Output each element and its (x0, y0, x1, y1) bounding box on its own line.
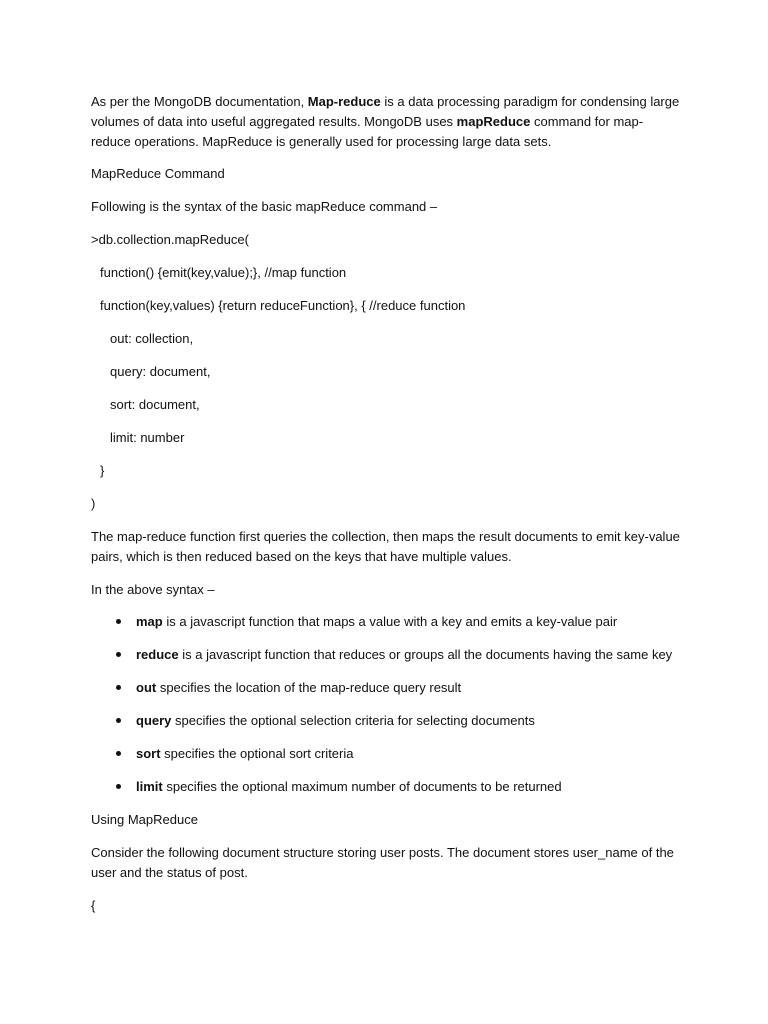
bullet-dot-icon (116, 619, 121, 624)
bullet-term: out (136, 680, 157, 695)
bullet-item-limit (136, 777, 562, 797)
bullet-text: is a javascript function that reduces or groups all the documents having the same key (178, 647, 673, 662)
bullet-text: specifies the optional selection criteria for selecting documents (171, 713, 535, 728)
code-line-6: sort: document, (110, 397, 200, 412)
code-line-7: limit: number (110, 430, 185, 445)
code-line-5: query: document, (110, 364, 211, 379)
heading-using-mapreduce: Using MapReduce (91, 812, 198, 827)
syntax-intro: Following is the syntax of the basic mapReduce command – (91, 199, 438, 214)
intro-term-map-reduce: Map-reduce (307, 94, 381, 109)
bullet-item-map (136, 612, 617, 632)
bullet-text: specifies the location of the map-reduce query result (156, 680, 462, 695)
bullet-item-sort (136, 744, 354, 764)
bullet-dot-icon (116, 652, 121, 657)
code-line-8: } (100, 463, 105, 478)
bullet-item-reduce (136, 645, 672, 665)
bullet-dot-icon (116, 751, 121, 756)
heading-mapreduce-command: MapReduce Command (91, 166, 225, 181)
above-syntax-label: In the above syntax – (91, 582, 215, 597)
consider-paragraph: Consider the following document structure storing user posts. The document stores user_name of the user and the status of post. (91, 845, 674, 880)
bullet-item-query (136, 711, 535, 731)
code-line-9: ) (91, 496, 96, 511)
bullet-text: specifies the optional maximum number of documents to be returned (162, 779, 562, 794)
intro-paragraph (91, 92, 681, 152)
intro-text-3: command for map-reduce operations. MapReduce is generally used for processing large data sets. (91, 114, 644, 149)
bullet-term: map (136, 614, 163, 629)
code-line-1: >db.collection.mapReduce( (91, 232, 249, 247)
code-line-3: function(key,values) {return reduceFunction}, { //reduce function (100, 298, 466, 313)
code-open-brace: { (91, 898, 96, 913)
description-paragraph: The map-reduce function first queries the collection, then maps the result documents to emit key-value pairs, which is then reduced based on the keys that have multiple values. (91, 529, 680, 564)
bullet-term: query (136, 713, 172, 728)
code-line-4: out: collection, (110, 331, 194, 346)
bullet-term: sort (136, 746, 161, 761)
bullet-term: limit (136, 779, 163, 794)
code-line-2: function() {emit(key,value);}, //map function (100, 265, 347, 280)
bullet-dot-icon (116, 718, 121, 723)
intro-term-mapreduce: mapReduce (456, 114, 531, 129)
intro-text-1: As per the MongoDB documentation, (91, 94, 308, 109)
bullet-text: specifies the optional sort criteria (160, 746, 354, 761)
bullet-text: is a javascript function that maps a value with a key and emits a key-value pair (162, 614, 618, 629)
bullet-item-out (136, 678, 461, 698)
bullet-dot-icon (116, 685, 121, 690)
intro-text-2: is a data processing paradigm for condensing large volumes of data into useful aggregated results. MongoDB uses (91, 94, 680, 129)
bullet-dot-icon (116, 784, 121, 789)
bullet-term: reduce (136, 647, 179, 662)
